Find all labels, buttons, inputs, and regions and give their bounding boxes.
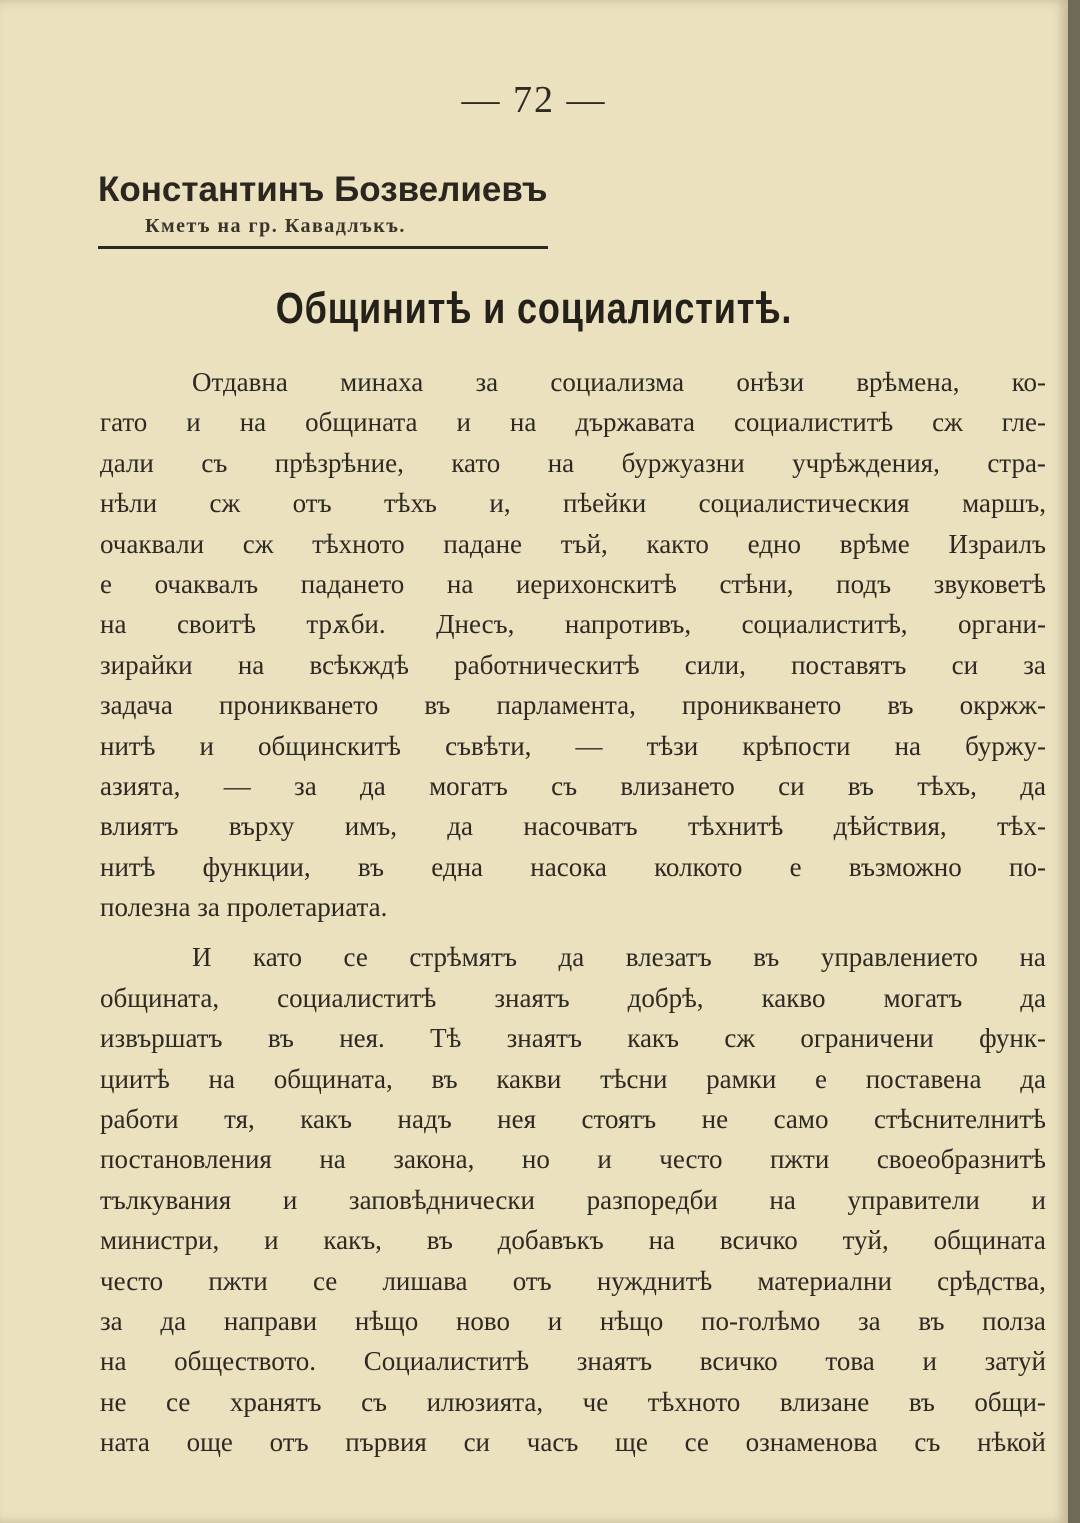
text-line: нитѣ функции, въ една насока колкото е възможно по- — [100, 851, 1046, 882]
text-line: министри, и какъ, въ добавъкъ на всичко туй, общината — [100, 1225, 1046, 1256]
author-underline — [98, 246, 548, 249]
article-title: Общинитѣ и социалиститѣ. — [275, 284, 793, 333]
text-line: общината, социалиститѣ знаятъ добрѣ, какво могатъ да — [100, 982, 1046, 1013]
paragraph-1 — [100, 362, 1046, 927]
text-line: задача проникването въ парламента, проникването въ окржж- — [100, 690, 1046, 721]
paragraph-2 — [100, 937, 1046, 1462]
text-line: не се хранятъ съ илюзията, че тѣхното влизане въ общи- — [100, 1386, 1046, 1417]
text-line: влиятъ върху имъ, да насочватъ тѣхнитѣ дѣйствия, тѣх- — [100, 811, 1046, 842]
text-line: на своитѣ трѫби. Днесъ, напротивъ, социалиститѣ, органи- — [100, 609, 1046, 640]
article-body — [100, 362, 1046, 1463]
page-number: — 72 — — [461, 79, 607, 121]
text-line: циитѣ на общината, въ какви тѣсни рамки е поставена да — [100, 1063, 1046, 1094]
text-line: нѣли сж отъ тѣхъ и, пѣейки социалистическия маршъ, — [100, 488, 1046, 519]
text-line: полезна за пролетариата. — [100, 892, 388, 923]
text-line: често пжти се лишава отъ нужднитѣ материални срѣдства, — [100, 1265, 1046, 1296]
text-line: извършатъ въ нея. Тѣ знаятъ какъ сж ограничени функ- — [100, 1023, 1046, 1054]
text-line: очаквали сж тѣхното падане тъй, както едно врѣме Израилъ — [100, 528, 1046, 559]
author-name: Константинъ Бозвелиевъ — [98, 170, 548, 209]
text-line: дали съ прѣзрѣние, като на буржуазни учрѣждения, стра- — [100, 447, 1046, 478]
text-line: за да направи нѣщо ново и нѣщо по-голѣмо за въ полза — [100, 1305, 1046, 1336]
text-line: Отдавна минаха за социализма онѣзи врѣмена, ко- — [192, 367, 1046, 397]
text-line: нитѣ и общинскитѣ съвѣти, — тѣзи крѣпости на буржу- — [100, 730, 1046, 761]
author-block — [98, 168, 548, 249]
text-line: е очаквалъ падането на иерихонскитѣ стѣни, подъ звуковетѣ — [100, 568, 1046, 599]
author-role: Кметъ на гр. Кавадлъкъ. — [145, 215, 406, 237]
text-line: азията, — за да могатъ съ влизането си въ тѣхъ, да — [100, 770, 1046, 801]
text-line: тълкувания и заповѣднически разпоредби на управители и — [100, 1184, 1046, 1215]
text-line: ната още отъ първия си часъ ще се ознаменова съ нѣкой — [100, 1427, 1046, 1458]
text-line: гато и на общината и на държавата социалиститѣ сж гле- — [100, 407, 1046, 438]
text-line: И като се стрѣмятъ да влезатъ въ управлението на — [192, 942, 1046, 973]
text-line: на обществото. Социалиститѣ знаятъ всичко това и затуй — [100, 1346, 1046, 1377]
text-line: работи тя, какъ надъ нея стоятъ не само стѣснителнитѣ — [100, 1104, 1046, 1135]
text-line: зирайки на всѣкждѣ работническитѣ сили, поставятъ си за — [100, 649, 1046, 680]
text-line: постановления на закона, но и често пжти своеобразнитѣ — [100, 1144, 1046, 1175]
